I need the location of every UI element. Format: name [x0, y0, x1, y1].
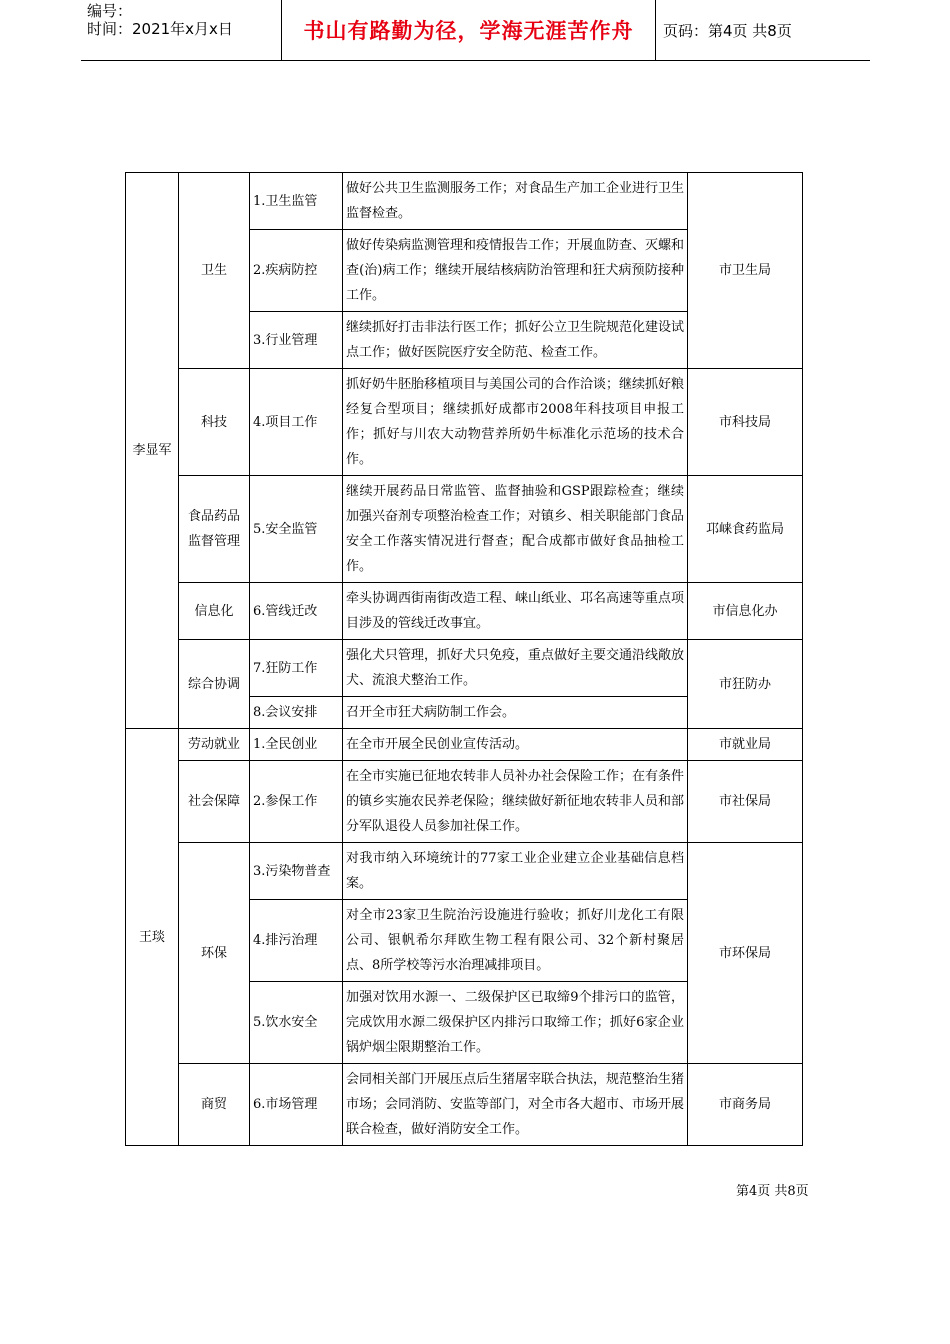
table-row: [126, 1064, 803, 1146]
responsible-department: 市社保局: [688, 761, 803, 843]
work-item: 4.项目工作: [250, 369, 343, 476]
header-motto: 书山有路勤为径，学海无涯苦作舟: [303, 19, 634, 43]
responsible-department: 市就业局: [688, 729, 803, 761]
work-item: 5.安全监管: [250, 476, 343, 583]
header-page-number: 页码：第4页 共8页: [663, 21, 792, 40]
work-item: 2.疾病防控: [250, 230, 343, 312]
task-description: 牵头协调西街南街改造工程、崃山纸业、邛名高速等重点项目涉及的管线迁改事宜。: [343, 583, 688, 640]
task-description: 继续开展药品日常监管、监督抽验和GSP跟踪检查；继续加强兴奋剂专项整治检查工作；对镇乡、相关职能部门食品安全工作落实情况进行督查；配合成都市做好食品抽检工作。: [343, 476, 688, 583]
responsible-department: 市科技局: [688, 369, 803, 476]
task-description: 继续抓好打击非法行医工作；抓好公立卫生院规范化建设试点工作；做好医院医疗安全防范、检查工作。: [343, 312, 688, 369]
work-item: 2.参保工作: [250, 761, 343, 843]
work-item: 3.污染物普查: [250, 843, 343, 900]
responsible-person: 王琰: [126, 729, 179, 1146]
work-item: 5.饮水安全: [250, 982, 343, 1064]
task-description: 做好传染病监测管理和疫情报告工作；开展血防查、灭螺和查(治)病工作；继续开展结核病防治管理和狂犬病预防接种工作。: [343, 230, 688, 312]
header-meta: [87, 2, 277, 38]
task-description: 做好公共卫生监测服务工作；对食品生产加工企业进行卫生监督检查。: [343, 173, 688, 230]
work-item: 1.全民创业: [250, 729, 343, 761]
task-description: 强化犬只管理，抓好犬只免疫，重点做好主要交通沿线敞放犬、流浪犬整治工作。: [343, 640, 688, 697]
work-category: 环保: [179, 843, 250, 1064]
work-category: 社会保障: [179, 761, 250, 843]
table-row: [126, 173, 803, 230]
work-category: 综合协调: [179, 640, 250, 729]
work-plan-table: [125, 172, 803, 1146]
work-item: 4.排污治理: [250, 900, 343, 982]
task-description: 加强对饮用水源一、二级保护区已取缔9个排污口的监管，完成饮用水源二级保护区内排污口取缔工作；抓好6家企业锅炉烟尘限期整治工作。: [343, 982, 688, 1064]
work-item: 1.卫生监管: [250, 173, 343, 230]
work-category: 卫生: [179, 173, 250, 369]
task-description: 会同相关部门开展压点后生猪屠宰联合执法，规范整治生猪市场；会同消防、安监等部门，对全市各大超市、市场开展联合检查，做好消防安全工作。: [343, 1064, 688, 1146]
table-row: [126, 369, 803, 476]
responsible-department: 市卫生局: [688, 173, 803, 369]
work-category: 信息化: [179, 583, 250, 640]
work-item: 6.市场管理: [250, 1064, 343, 1146]
work-category: 商贸: [179, 1064, 250, 1146]
work-item: 8.会议安排: [250, 697, 343, 729]
serial-label: 编号：: [87, 2, 133, 20]
header-divider: [655, 0, 656, 60]
table-row: [126, 640, 803, 697]
work-category: 食品药品监督管理: [179, 476, 250, 583]
work-category: 科技: [179, 369, 250, 476]
responsible-department: 市狂防办: [688, 640, 803, 729]
work-item: 3.行业管理: [250, 312, 343, 369]
responsible-department: 市环保局: [688, 843, 803, 1064]
table-row: [126, 476, 803, 583]
task-description: 在全市实施已征地农转非人员补办社会保险工作；在有条件的镇乡实施农民养老保险；继续做好新征地农转非人员和部分军队退役人员参加社保工作。: [343, 761, 688, 843]
responsible-department: 邛崃食药监局: [688, 476, 803, 583]
responsible-department: 市商务局: [688, 1064, 803, 1146]
work-category: 劳动就业: [179, 729, 250, 761]
task-description: 召开全市狂犬病防制工作会。: [343, 697, 688, 729]
table-row: [126, 761, 803, 843]
work-item: 7.狂防工作: [250, 640, 343, 697]
table-row: [126, 729, 803, 761]
time-label: 时间：2021年x月x日: [87, 20, 233, 38]
task-description: 对全市23家卫生院治污设施进行验收；抓好川龙化工有限公司、银帆希尔拜欧生物工程有限公司、32个新村聚居点、8所学校等污水治理减排项目。: [343, 900, 688, 982]
task-description: 在全市开展全民创业宣传活动。: [343, 729, 688, 761]
responsible-person: 李显军: [126, 173, 179, 729]
work-item: 6.管线迁改: [250, 583, 343, 640]
task-description: 抓好奶牛胚胎移植项目与美国公司的合作洽谈；继续抓好粮经复合型项目；继续抓好成都市2008年科技项目申报工作；抓好与川农大动物营养所奶牛标准化示范场的技术合作。: [343, 369, 688, 476]
page-header: [81, 0, 870, 61]
task-description: 对我市纳入环境统计的77家工业企业建立企业基础信息档案。: [343, 843, 688, 900]
page-footer: 第4页 共8页: [736, 1184, 809, 1199]
table-row: [126, 583, 803, 640]
responsible-department: 市信息化办: [688, 583, 803, 640]
table-row: [126, 843, 803, 900]
